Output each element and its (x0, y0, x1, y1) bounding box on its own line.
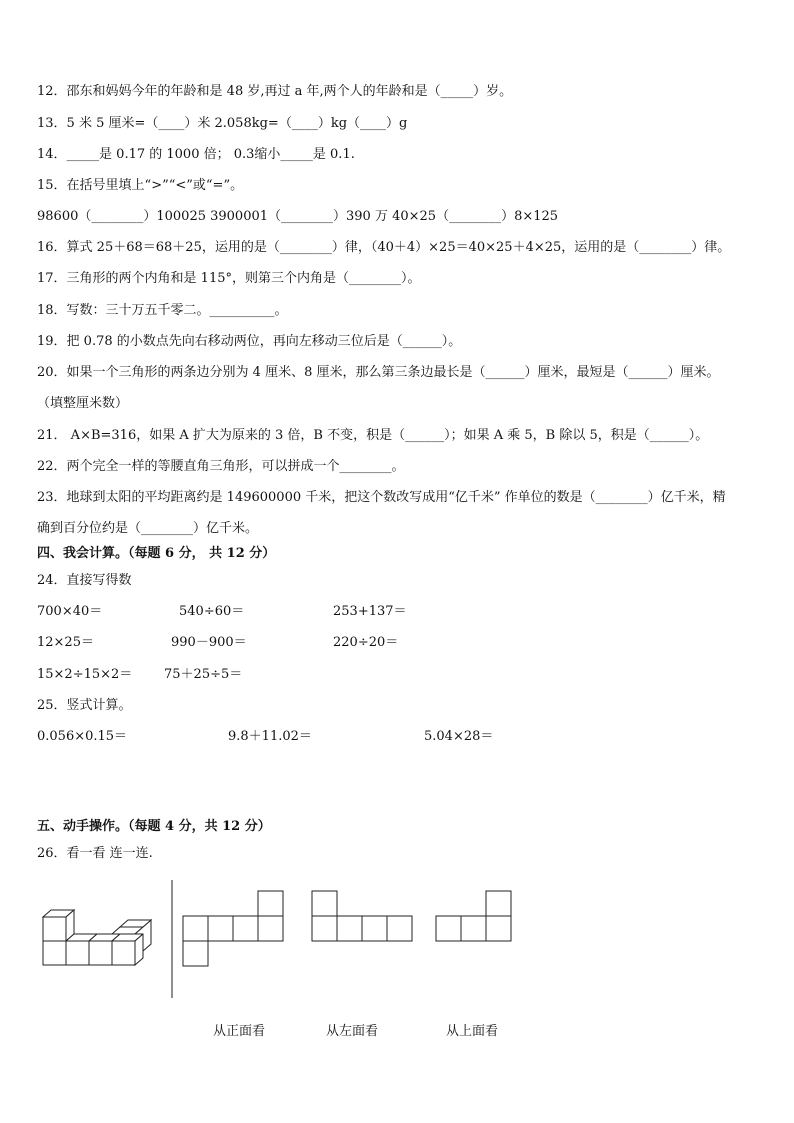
calc-item: 540÷60＝ (179, 604, 245, 619)
calc-item: 5.04×28＝ (424, 729, 494, 744)
calc-item: 12×25＝ (37, 635, 94, 650)
calc-item: 9.8＋11.02＝ (228, 729, 312, 744)
question-12: 12．邵东和妈妈今年的年龄和是 48 岁,再过 a 年,两个人的年龄和是（_____）岁。 (37, 84, 513, 99)
section-5-heading: 五、动手操作。（每题 4 分，共 12 分） (37, 819, 271, 834)
question-26: 26．看一看 连一连. (37, 846, 153, 861)
question-16: 16．算式 25＋68＝68＋25，运用的是（________）律，（40＋4）×25＝40×25＋4×25，运用的是（________）律。 (37, 240, 731, 255)
view-top (436, 891, 511, 941)
question-23-line1: 23．地球到太阳的平均距离约是 149600000 千米，把这个数改写成用“亿千米” 作单位的数是（________）亿千米，精 (37, 490, 726, 505)
calc-item: 0.056×0.15＝ (37, 729, 128, 744)
cube-solid (43, 910, 151, 965)
question-21: 21． A×B=316，如果 A 扩大为原来的 3 倍，B 不变，积是（______）；如果 A 乘 5，B 除以 5，积是（______）。 (37, 428, 709, 443)
question-13: 13．5 米 5 厘米=（____）米 2.058kg=（____）kg（____）g (37, 116, 408, 131)
label-left-view: 从左面看 (326, 1024, 379, 1039)
calc-item: 15×2÷15×2＝ (37, 667, 133, 682)
question-20: 20．如果一个三角形的两条边分别为 4 厘米、8 厘米，那么第三条边最长是（______）厘米，最短是（______）厘米。 (37, 365, 720, 380)
calc-item: 253+137＝ (333, 604, 407, 619)
calc-item: 220÷20＝ (333, 635, 399, 650)
calc-item: 700×40＝ (37, 604, 103, 619)
section-4-heading: 四、我会计算。（每题 6 分， 共 12 分） (37, 546, 276, 561)
question-15-items: 98600（________）100025 3900001（________）390 万 40×25（________）8×125 (37, 209, 559, 224)
calc-item: 75＋25÷5＝ (164, 667, 243, 682)
question-22: 22．两个完全一样的等腰直角三角形，可以拼成一个________。 (37, 459, 405, 474)
question-24: 24．直接写得数 (37, 573, 132, 588)
view-left (312, 891, 412, 941)
question-14: 14．_____是 0.17 的 1000 倍； 0.3缩小_____是 0.1. (37, 147, 355, 162)
question-20-note: （填整厘米数） (37, 396, 129, 411)
view-front (183, 891, 283, 966)
question-18: 18．写数：三十万五千零二。__________。 (37, 303, 288, 318)
question-17: 17．三角形的两个内角和是 115°，则第三个内角是（________）。 (37, 271, 421, 286)
question-23-line2: 确到百分位约是（________）亿千米。 (37, 521, 259, 536)
label-front-view: 从正面看 (213, 1024, 266, 1039)
question-25: 25．竖式计算。 (37, 698, 132, 713)
question-15: 15．在括号里填上“>”“<”或“=”。 (37, 178, 244, 193)
calc-item: 990－900＝ (171, 635, 247, 650)
label-top-view: 从上面看 (446, 1024, 499, 1039)
question-19: 19．把 0.78 的小数点先向右移动两位，再向左移动三位后是（______）。 (37, 334, 462, 349)
